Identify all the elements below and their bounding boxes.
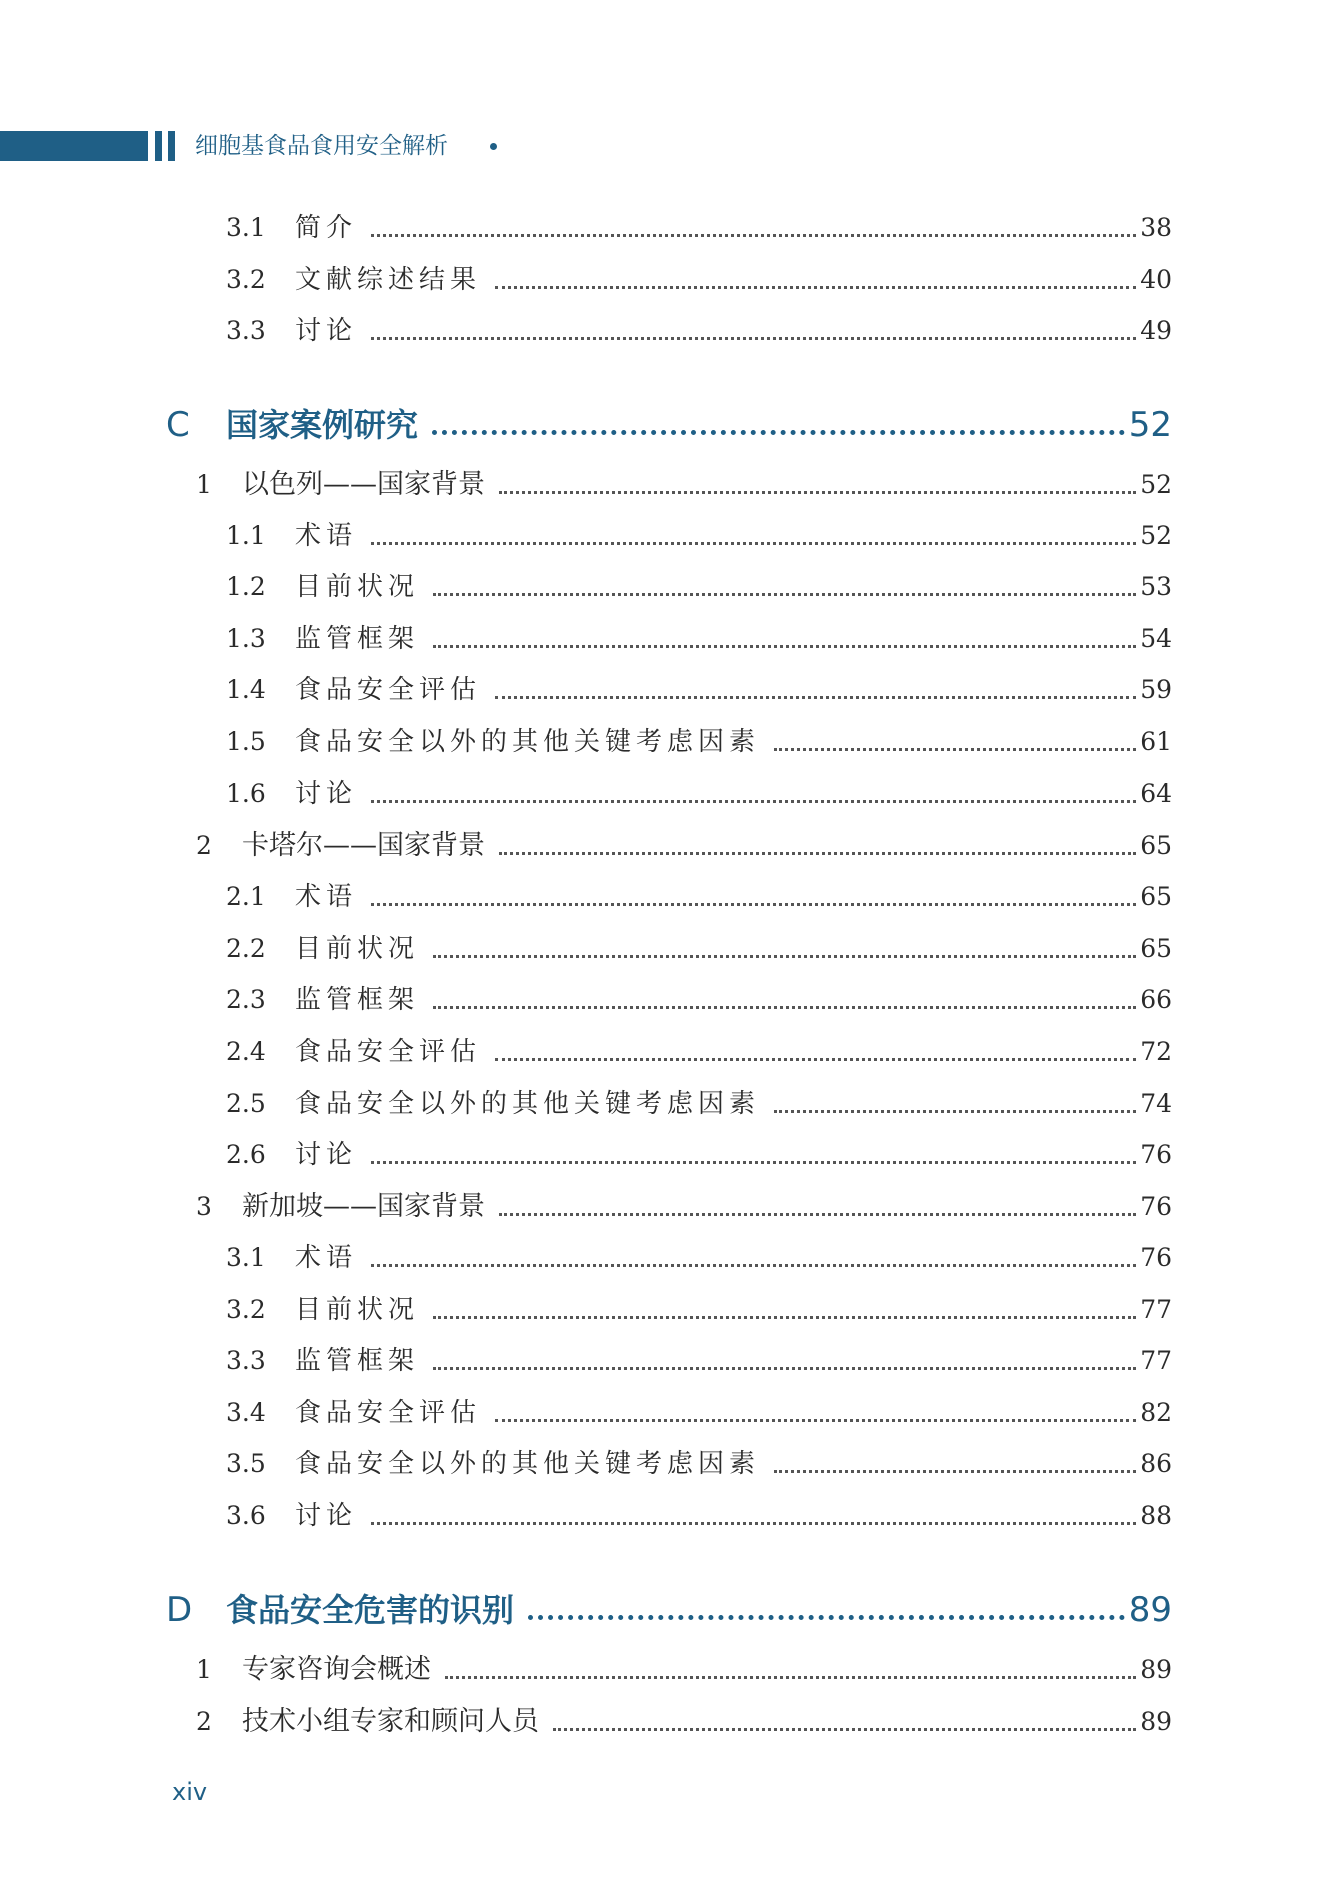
- toc-entry-number: 3.2: [226, 1295, 266, 1324]
- toc-entry-title: 简介: [295, 213, 358, 243]
- toc-entry-page: 76: [1140, 1140, 1172, 1169]
- toc-subsection-row[interactable]: [0, 567, 1339, 607]
- header-bar: [155, 131, 162, 161]
- toc-dot-leader: [433, 645, 1136, 648]
- toc-dot-leader: [371, 800, 1136, 803]
- toc-subsection-row[interactable]: [0, 1032, 1339, 1072]
- toc-dot-leader: [433, 1316, 1136, 1319]
- toc-entry-number: 2.4: [226, 1037, 266, 1066]
- toc-dot-leader: [774, 1110, 1136, 1113]
- toc-dot-leader: [774, 748, 1136, 751]
- toc-entry-number: 3.6: [226, 1501, 266, 1530]
- toc-entry-title: 食品安全危害的识别: [226, 1591, 515, 1629]
- toc-subsection-row[interactable]: [0, 1135, 1339, 1175]
- toc-entry-number: 1: [196, 1655, 212, 1684]
- toc-entry-title: 目前状况: [295, 572, 420, 602]
- toc-entry-title: 文献综述结果: [295, 265, 482, 295]
- toc-entry-number: 2.1: [226, 882, 266, 911]
- toc-subsection-row[interactable]: [0, 260, 1339, 300]
- toc-entry-title: 技术小组专家和顾问人员: [242, 1706, 539, 1737]
- header-band: [0, 131, 148, 161]
- toc-entry-number: 3.3: [226, 316, 266, 345]
- toc-entry-page: 64: [1140, 779, 1172, 808]
- header-bar: [168, 131, 175, 161]
- toc-entry-title: 专家咨询会概述: [242, 1654, 431, 1685]
- toc-entry-title: 食品安全评估: [295, 675, 482, 705]
- toc-dot-leader: [528, 1615, 1125, 1620]
- toc-entry-page: 82: [1140, 1398, 1172, 1427]
- toc-subsection-row[interactable]: [0, 1084, 1339, 1124]
- toc-entry-title: 监管框架: [295, 985, 420, 1015]
- toc-entry-number: 1: [196, 470, 212, 499]
- toc-entry-page: 59: [1140, 675, 1172, 704]
- toc-entry-number: 1.6: [226, 779, 266, 808]
- toc-entry-title: 以色列——国家背景: [242, 469, 485, 500]
- toc-chapter-row[interactable]: [0, 1702, 1339, 1742]
- toc-dot-leader: [499, 852, 1136, 855]
- toc-entry-page: 76: [1140, 1192, 1172, 1221]
- toc-entry-number: 2: [196, 831, 212, 860]
- toc-dot-leader: [495, 286, 1136, 289]
- toc-entry-number: D: [166, 1590, 193, 1630]
- toc-entry-title: 目前状况: [295, 1295, 420, 1325]
- toc-subsection-row[interactable]: [0, 722, 1339, 762]
- toc-entry-page: 76: [1140, 1243, 1172, 1272]
- toc-entry-page: 61: [1140, 727, 1172, 756]
- toc-entry-page: 89: [1140, 1707, 1172, 1736]
- toc-entry-title: 讨论: [295, 779, 358, 809]
- toc-chapter-row[interactable]: [0, 1650, 1339, 1690]
- toc-entry-title: 卡塔尔——国家背景: [242, 830, 485, 861]
- toc-entry-title: 食品安全以外的其他关键考虑因素: [295, 1449, 761, 1479]
- toc-entry-page: 77: [1140, 1295, 1172, 1324]
- toc-entry-number: 3.1: [226, 213, 266, 242]
- toc-entry-number: 2.2: [226, 934, 266, 963]
- toc-dot-leader: [371, 1264, 1136, 1267]
- toc-entry-page: 40: [1140, 265, 1172, 294]
- toc-chapter-row[interactable]: [0, 1187, 1339, 1227]
- toc-entry-title: 术语: [295, 521, 358, 551]
- toc-dot-leader: [433, 1367, 1136, 1370]
- toc-entry-title: 食品安全以外的其他关键考虑因素: [295, 727, 761, 757]
- toc-subsection-row[interactable]: [0, 1496, 1339, 1536]
- toc-entry-page: 86: [1140, 1449, 1172, 1478]
- toc-entry-page: 89: [1128, 1590, 1172, 1630]
- toc-entry-number: 2: [196, 1707, 212, 1736]
- toc-entry-number: 3.2: [226, 265, 266, 294]
- toc-entry-page: 88: [1140, 1501, 1172, 1530]
- toc-subsection-row[interactable]: [0, 1290, 1339, 1330]
- toc-section-row[interactable]: [0, 1585, 1339, 1635]
- toc-subsection-row[interactable]: [0, 670, 1339, 710]
- toc-dot-leader: [371, 1161, 1136, 1164]
- toc-entry-number: 2.5: [226, 1089, 266, 1118]
- toc-dot-leader: [495, 1058, 1136, 1061]
- toc-dot-leader: [433, 593, 1136, 596]
- toc-dot-leader: [774, 1470, 1136, 1473]
- toc-dot-leader: [432, 430, 1125, 435]
- toc-entry-number: 1.2: [226, 572, 266, 601]
- toc-subsection-row[interactable]: [0, 619, 1339, 659]
- toc-subsection-row[interactable]: [0, 1238, 1339, 1278]
- toc-entry-number: 3.3: [226, 1346, 266, 1375]
- toc-entry-page: 52: [1128, 405, 1172, 445]
- toc-dot-leader: [553, 1728, 1136, 1731]
- toc-section-row[interactable]: [0, 400, 1339, 450]
- toc-entry-page: 77: [1140, 1346, 1172, 1375]
- toc-entry-number: 3: [196, 1192, 212, 1221]
- toc-entry-number: 2.6: [226, 1140, 266, 1169]
- running-header-title: 细胞基食品食用安全解析: [195, 133, 448, 159]
- toc-entry-number: C: [166, 405, 190, 445]
- toc-subsection-row[interactable]: [0, 311, 1339, 351]
- toc-dot-leader: [495, 696, 1136, 699]
- toc-dot-leader: [371, 234, 1136, 237]
- toc-entry-number: 3.4: [226, 1398, 266, 1427]
- toc-subsection-row[interactable]: [0, 1341, 1339, 1381]
- toc-entry-page: 52: [1140, 470, 1172, 499]
- toc-subsection-row[interactable]: [0, 1393, 1339, 1433]
- toc-chapter-row[interactable]: [0, 826, 1339, 866]
- toc-entry-title: 术语: [295, 1243, 358, 1273]
- toc-entry-title: 食品安全评估: [295, 1037, 482, 1067]
- toc-entry-page: 38: [1140, 213, 1172, 242]
- toc-entry-page: 74: [1140, 1089, 1172, 1118]
- toc-entry-title: 国家案例研究: [226, 406, 419, 444]
- toc-entry-title: 新加坡——国家背景: [242, 1191, 485, 1222]
- toc-subsection-row[interactable]: [0, 516, 1339, 556]
- toc-subsection-row[interactable]: [0, 980, 1339, 1020]
- toc-entry-page: 89: [1140, 1655, 1172, 1684]
- toc-entry-title: 食品安全评估: [295, 1398, 482, 1428]
- toc-subsection-row[interactable]: [0, 877, 1339, 917]
- toc-subsection-row[interactable]: [0, 1444, 1339, 1484]
- toc-entry-number: 1.3: [226, 624, 266, 653]
- toc-subsection-row[interactable]: [0, 929, 1339, 969]
- toc-entry-page: 52: [1140, 521, 1172, 550]
- toc-entry-number: 1.4: [226, 675, 266, 704]
- toc-entry-page: 65: [1140, 882, 1172, 911]
- toc-dot-leader: [371, 542, 1136, 545]
- toc-dot-leader: [371, 903, 1136, 906]
- toc-entry-title: 讨论: [295, 1501, 358, 1531]
- toc-entry-page: 65: [1140, 934, 1172, 963]
- toc-dot-leader: [499, 491, 1136, 494]
- toc-entry-title: 监管框架: [295, 1346, 420, 1376]
- toc-entry-page: 65: [1140, 831, 1172, 860]
- toc-dot-leader: [433, 955, 1136, 958]
- toc-entry-number: 1.1: [226, 521, 266, 550]
- toc-entry-page: 53: [1140, 572, 1172, 601]
- toc-dot-leader: [495, 1419, 1136, 1422]
- toc-dot-leader: [499, 1213, 1136, 1216]
- toc-dot-leader: [371, 1522, 1136, 1525]
- toc-entry-page: 72: [1140, 1037, 1172, 1066]
- toc-entry-number: 3.1: [226, 1243, 266, 1272]
- toc-entry-title: 食品安全以外的其他关键考虑因素: [295, 1089, 761, 1119]
- toc-entry-number: 2.3: [226, 985, 266, 1014]
- toc-subsection-row[interactable]: [0, 774, 1339, 814]
- toc-dot-leader: [371, 337, 1136, 340]
- toc-entry-number: 3.5: [226, 1449, 266, 1478]
- toc-entry-page: 49: [1140, 316, 1172, 345]
- toc-entry-page: 66: [1140, 985, 1172, 1014]
- toc-dot-leader: [445, 1676, 1136, 1679]
- page-number: xiv: [172, 1778, 208, 1806]
- toc-entry-title: 监管框架: [295, 624, 420, 654]
- header-bullet-icon: [490, 143, 497, 150]
- toc-entry-title: 术语: [295, 882, 358, 912]
- toc-entry-number: 1.5: [226, 727, 266, 756]
- toc-chapter-row[interactable]: [0, 465, 1339, 505]
- toc-entry-title: 讨论: [295, 1140, 358, 1170]
- toc-entry-title: 讨论: [295, 316, 358, 346]
- toc-entry-page: 54: [1140, 624, 1172, 653]
- toc-dot-leader: [433, 1006, 1136, 1009]
- toc-subsection-row[interactable]: [0, 208, 1339, 248]
- toc-entry-title: 目前状况: [295, 934, 420, 964]
